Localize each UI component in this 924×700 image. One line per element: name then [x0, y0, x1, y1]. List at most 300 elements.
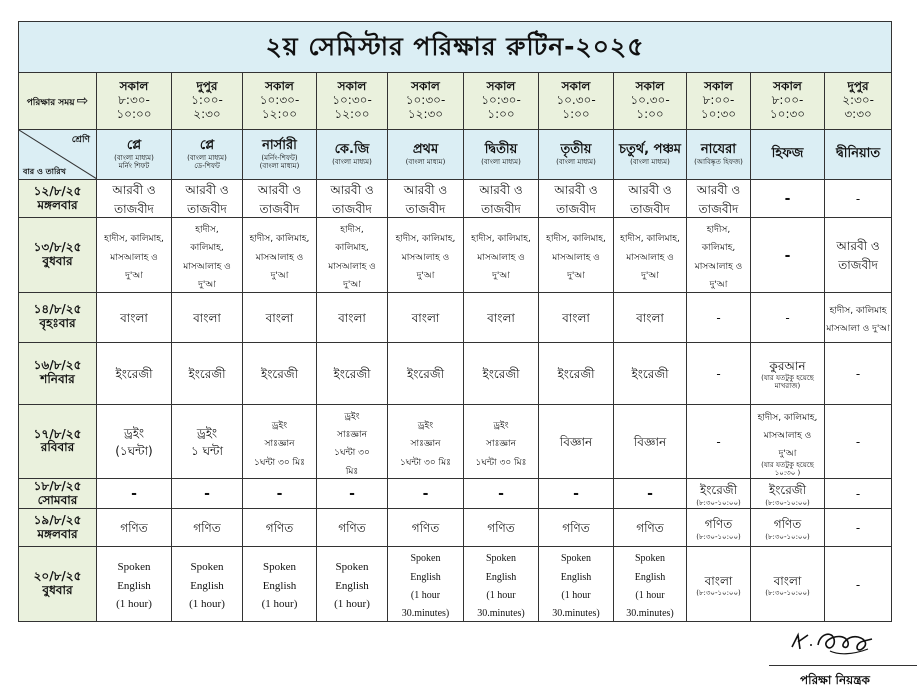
subject-text: গণিত	[704, 517, 733, 532]
subject-text: -	[785, 310, 790, 325]
exam-routine-table	[18, 21, 892, 622]
time-end: ১২:০০	[261, 106, 298, 121]
class-name: প্লে	[126, 137, 142, 153]
subject-text: Spoken English (1 hour)	[189, 561, 225, 611]
subject-text: -	[855, 577, 861, 592]
date-axis-label: বার ও তারিখ	[23, 166, 66, 176]
subject-cell	[687, 509, 751, 547]
time-start: ১০:৩০-	[332, 93, 372, 108]
class-name: হিফজ	[771, 146, 804, 162]
subject-cell	[687, 218, 751, 293]
subject-cell	[825, 547, 892, 622]
subject-cell	[825, 404, 892, 479]
subject-text: Spoken English (1 hour)	[334, 561, 370, 611]
subject-text: -	[204, 486, 210, 503]
subject-text: হাদীস, কালিমাহ, মাসআলাহ ও দু'আ	[328, 225, 376, 291]
subject-text: ড্রইং সাঃজ্ঞান ১ঘন্টা ৩০ মিঃ	[254, 420, 305, 468]
time-start: ৮:৩০-	[118, 93, 150, 108]
subject-text: ড্রইং সাঃজ্ঞান ১ঘন্টা ৩০ মিঃ	[334, 411, 370, 477]
subject-text: গণিত	[193, 521, 221, 536]
date-cell	[19, 509, 97, 547]
subject-cell	[97, 509, 172, 547]
subject-text: -	[276, 486, 283, 503]
subject-cell	[97, 479, 172, 509]
class-header-cell	[172, 130, 243, 180]
subject-cell	[464, 342, 539, 404]
subject-text: ড্রইং সাঃজ্ঞান ১ঘন্টা ৩০ মিঃ	[475, 420, 527, 468]
subject-cell	[687, 342, 751, 404]
subject-text: -	[131, 486, 137, 503]
time-period: সকাল	[773, 79, 802, 94]
subject-cell	[687, 547, 751, 622]
subject-cell	[172, 292, 243, 342]
date-cell	[19, 342, 97, 404]
subject-cell	[97, 342, 172, 404]
table-row	[19, 404, 892, 479]
subject-cell	[388, 292, 464, 342]
subject-cell	[243, 218, 317, 293]
subject-cell	[317, 404, 388, 479]
subject-text: -	[349, 486, 355, 503]
class-header-cell	[751, 130, 825, 180]
subject-text: ইংরেজী	[333, 366, 371, 381]
date-cell	[19, 479, 97, 509]
subject-cell	[614, 547, 687, 622]
subject-text: -	[422, 486, 429, 503]
class-header-cell	[388, 130, 464, 180]
class-name: চতুর্থ, পঞ্চম	[618, 142, 682, 157]
subject-text: -	[784, 191, 791, 208]
time-end: ১:০০	[636, 106, 664, 121]
class-medium: (বাংলা মাধ্যম)	[332, 157, 372, 166]
subject-text: -	[716, 366, 721, 381]
subject-cell	[388, 404, 464, 479]
exam-date: ২০/৮/২৫	[33, 569, 82, 584]
subject-text: -	[855, 487, 861, 502]
class-medium: (আবিষ্কৃত হিফজ)	[694, 157, 743, 166]
subject-cell	[464, 509, 539, 547]
subject-cell	[388, 479, 464, 509]
subject-text: ইংরেজী	[769, 483, 806, 498]
class-header-cell	[464, 130, 539, 180]
time-period: সকাল	[119, 79, 149, 94]
subject-text: গণিত	[773, 517, 802, 532]
signature-label: পরিক্ষা নিয়ন্ত্রক	[800, 673, 870, 687]
subject-text: বাংলা	[636, 310, 664, 325]
time-slot-cell	[614, 73, 687, 130]
exam-day: মঙ্গলবার	[37, 197, 78, 212]
subject-cell	[539, 342, 614, 404]
time-start: ২:৩০-	[842, 93, 874, 108]
time-start: ১০.৩০-	[556, 93, 596, 108]
subject-text: আরবী ও তাজবীদ	[112, 183, 156, 216]
subject-cell	[243, 509, 317, 547]
subject-text: আরবী ও তাজবীদ	[554, 183, 598, 216]
subject-text: আরবী ও তাজবীদ	[330, 183, 374, 216]
subject-text: -	[784, 247, 791, 264]
subject-cell	[464, 180, 539, 218]
subject-cell	[614, 292, 687, 342]
subject-cell	[539, 509, 614, 547]
time-slot-cell	[751, 73, 825, 130]
table-row	[19, 292, 892, 342]
date-cell	[19, 404, 97, 479]
subject-text: -	[716, 435, 721, 450]
subject-cell	[317, 509, 388, 547]
time-start: ৮:০০-	[771, 93, 804, 108]
class-name: কে.জি	[334, 142, 370, 157]
subject-text: বাংলা	[704, 573, 733, 588]
exam-date: ১৪/৮/২৫	[33, 302, 82, 317]
exam-day: মঙ্গলবার	[37, 526, 78, 541]
subject-cell	[614, 342, 687, 404]
subject-text: Spoken English (1 hour)	[116, 561, 152, 611]
subject-text: Spoken English (1 hour 30.minutes)	[552, 553, 600, 620]
subject-text: হাদীস, কালিমাহ, মাসআলাহ ও দু'আ	[757, 412, 818, 460]
class-medium: (বাংলা মাধ্যম)	[114, 153, 154, 162]
subject-cell	[825, 509, 892, 547]
time-note: (৮:৩০-১০:০০)	[696, 589, 741, 598]
arrow-right-icon: ⇨	[76, 92, 89, 109]
time-slot-cell	[825, 73, 892, 130]
subject-cell	[317, 180, 388, 218]
class-medium: (বাংলা মাধ্যম)	[187, 153, 227, 162]
time-end: ১২:০০	[334, 106, 370, 121]
subject-cell	[172, 547, 243, 622]
subject-text: ইংরেজী	[115, 366, 153, 381]
subject-cell	[317, 342, 388, 404]
class-name: দ্বীনিয়াত	[836, 146, 881, 162]
subject-cell	[243, 404, 317, 479]
exam-day: সোমবার	[37, 492, 78, 507]
subject-text: বাংলা	[773, 573, 802, 588]
subject-text: ইংরেজী	[261, 366, 298, 381]
subject-cell	[317, 292, 388, 342]
time-note: (৮:৩০-১০:০০)	[765, 498, 810, 507]
time-period: সকাল	[337, 79, 367, 94]
subject-cell	[97, 218, 172, 293]
exam-time-label: পরিক্ষার সময় ⇨	[19, 73, 97, 130]
subject-text: ড্রইং ১ ঘন্টা	[191, 425, 223, 459]
subject-cell	[243, 547, 317, 622]
time-period: সকাল	[635, 79, 665, 94]
class-header-cell	[614, 130, 687, 180]
subject-text: গণিত	[338, 521, 366, 536]
subject-cell	[388, 180, 464, 218]
subject-text: গণিত	[487, 521, 515, 536]
subject-text: Spoken English (1 hour 30.minutes)	[626, 553, 674, 620]
table-row	[19, 509, 892, 547]
subject-text: আরবী ও তাজবীদ	[479, 183, 523, 216]
exam-day: রবিবার	[40, 440, 75, 455]
subject-text: -	[855, 192, 861, 207]
subject-text: বাংলা	[562, 310, 590, 325]
subject-text: আরবী ও তাজবীদ	[628, 183, 672, 216]
time-slot-cell	[317, 73, 388, 130]
time-period: দুপুর	[847, 79, 869, 94]
subject-text: হাদীস, কালিমাহ, মাসআলাহ ও দু'আ	[395, 234, 456, 281]
subject-text: ইংরেজী	[188, 366, 226, 381]
subject-cell	[751, 404, 825, 479]
subject-cell	[388, 342, 464, 404]
subject-text: আরবী ও তাজবীদ	[257, 183, 302, 216]
subject-cell	[539, 547, 614, 622]
subject-cell	[614, 509, 687, 547]
class-name: তৃতীয়	[560, 142, 592, 157]
subject-text: গণিত	[562, 521, 590, 536]
time-start: ৮:০০-	[702, 93, 735, 108]
subject-text: আরবী ও তাজবীদ	[696, 183, 741, 216]
time-period: সকাল	[486, 79, 516, 94]
subject-cell	[687, 292, 751, 342]
date-cell	[19, 547, 97, 622]
class-medium: (বাংলা মাধ্যম)	[556, 157, 596, 166]
subject-text: বাংলা	[265, 310, 294, 325]
subject-cell	[539, 218, 614, 293]
date-cell	[19, 180, 97, 218]
subject-text: -	[855, 366, 861, 381]
subject-cell	[388, 509, 464, 547]
subject-text: Spoken English (1 hour 30.minutes)	[401, 553, 450, 620]
time-period: সকাল	[411, 79, 440, 94]
page-title: ২য় সেমিস্টার পরিক্ষার রুটিন-২০২৫	[19, 22, 892, 73]
exam-day: বুধবার	[42, 582, 73, 597]
signature-line	[769, 665, 917, 666]
subject-cell	[539, 404, 614, 479]
class-header-cell	[317, 130, 388, 180]
subject-cell	[687, 180, 751, 218]
subject-cell	[539, 180, 614, 218]
class-shift: মর্নিং শিফট	[118, 161, 150, 170]
class-medium: (বাংলা মাধ্যম)	[405, 157, 446, 166]
subject-text: ইংরেজী	[482, 366, 520, 381]
subject-cell	[687, 404, 751, 479]
subject-text: -	[573, 486, 579, 503]
time-period: দুপুর	[196, 79, 218, 94]
subject-cell	[243, 180, 317, 218]
subject-cell	[172, 342, 243, 404]
subject-text: হাদীস, কালিমাহ মাসআলা ও দু'আ	[826, 305, 890, 335]
class-header-cell	[539, 130, 614, 180]
exam-date: ১৩/৮/২৫	[33, 239, 82, 254]
time-note: (৮:৩০-১০:০০)	[696, 498, 741, 507]
subject-text: আরবী ও তাজবীদ	[403, 183, 448, 216]
subject-cell	[464, 404, 539, 479]
subject-cell	[388, 218, 464, 293]
subject-text: বাংলা	[338, 310, 366, 325]
subject-text: বাংলা	[487, 310, 515, 325]
subject-cell	[243, 292, 317, 342]
subject-text: -	[855, 521, 861, 536]
class-medium: (মর্নিং-শিফট)	[261, 153, 298, 162]
subject-text: বিজ্ঞান	[559, 435, 593, 450]
time-period: সকাল	[704, 79, 733, 94]
subject-text: গণিত	[265, 521, 294, 536]
subject-text: ইংরেজী	[700, 483, 737, 498]
exam-day: বৃহঃবার	[39, 316, 76, 331]
subject-text: -	[498, 486, 504, 503]
subject-cell	[172, 404, 243, 479]
class-header-cell	[687, 130, 751, 180]
time-start: ১০:৩০-	[405, 93, 446, 108]
subject-text: -	[855, 435, 861, 450]
time-end: ১০:০০	[116, 106, 152, 121]
subject-text: হাদীস, কালিমাহ, মাসআলাহ ও দু'আ	[183, 225, 231, 291]
subject-cell	[614, 404, 687, 479]
time-end: ১২:৩০	[407, 106, 444, 121]
class-name: নাযেরা	[700, 142, 737, 157]
exam-date: ১৮/৮/২৫	[33, 478, 82, 493]
exam-day: শনিবার	[40, 372, 75, 387]
date-cell	[19, 218, 97, 293]
subject-text: বাংলা	[193, 310, 221, 325]
subject-cell	[687, 479, 751, 509]
subject-cell	[172, 218, 243, 293]
subject-cell	[243, 342, 317, 404]
subject-cell	[464, 218, 539, 293]
time-period: সকাল	[265, 79, 294, 94]
header-corner-cell	[19, 130, 97, 180]
time-start: ১০:৩০-	[481, 93, 521, 108]
subject-text: Spoken English (1 hour)	[261, 561, 298, 611]
subject-cell	[614, 479, 687, 509]
subject-cell	[825, 342, 892, 404]
subject-text: হাদীস, কালিমাহ, মাসআলাহ ও দু'আ	[249, 234, 310, 281]
subject-text: ইংরেজী	[557, 366, 595, 381]
subject-cell	[539, 479, 614, 509]
class-header-cell	[825, 130, 892, 180]
subject-text: ইংরেজী	[407, 366, 444, 381]
time-end: ১:০০	[562, 106, 590, 121]
subject-text: -	[647, 486, 653, 503]
subject-text: ইংরেজী	[631, 366, 669, 381]
time-end: ১:০০	[487, 106, 515, 121]
hifz-note: (যার যতটুকু হয়েছে মাখরাজ)	[761, 374, 814, 391]
time-slot-cell	[172, 73, 243, 130]
class-name: প্রথম	[412, 142, 439, 157]
subject-text: হাদীস, কালিমাহ, মাসআলাহ ও দু'আ	[104, 234, 164, 281]
subject-cell	[614, 218, 687, 293]
class-name: প্লে	[199, 137, 215, 153]
subject-cell	[825, 292, 892, 342]
time-start: ১০.৩০-	[630, 93, 670, 108]
class-name: দ্বিতীয়	[484, 142, 518, 157]
time-note: (৮:৩০-১০:০০)	[696, 532, 741, 541]
class-name: নার্সারী	[262, 137, 297, 153]
subject-cell	[464, 547, 539, 622]
subject-cell	[317, 218, 388, 293]
time-end: ২:৩০	[193, 106, 221, 121]
class-medium: (বাংলা মাধ্যম)	[630, 157, 670, 166]
exam-date: ১৭/৮/২৫	[33, 426, 82, 441]
time-period: সকাল	[561, 79, 591, 94]
subject-cell	[825, 479, 892, 509]
subject-text: -	[716, 310, 721, 325]
subject-text: ড্রইং (১ঘন্টা)	[115, 425, 153, 459]
subject-cell	[751, 218, 825, 293]
table-row	[19, 342, 892, 404]
subject-cell	[751, 342, 825, 404]
subject-cell	[97, 180, 172, 218]
subject-cell	[751, 180, 825, 218]
subject-text: গণিত	[636, 521, 664, 536]
time-slot-cell	[97, 73, 172, 130]
subject-cell	[751, 547, 825, 622]
subject-text: ড্রইং সাঃজ্ঞান ১ঘন্টা ৩০ মিঃ	[400, 420, 451, 468]
table-row	[19, 218, 892, 293]
time-end: ১০:৩০	[769, 106, 806, 121]
subject-cell	[172, 509, 243, 547]
subject-cell	[388, 547, 464, 622]
subject-cell	[172, 180, 243, 218]
exam-date: ১২/৮/২৫	[33, 183, 82, 198]
subject-text: Spoken English (1 hour 30.minutes)	[477, 553, 525, 620]
subject-cell	[97, 292, 172, 342]
class-medium: (বাংলা মাধ্যম)	[481, 157, 521, 166]
subject-text: আরবী ও তাজবীদ	[185, 183, 229, 216]
time-slot-cell	[687, 73, 751, 130]
time-slot-cell	[388, 73, 464, 130]
subject-cell	[97, 404, 172, 479]
subject-cell	[751, 509, 825, 547]
time-note: (৮:৩০-১০:০০)	[765, 532, 810, 541]
subject-text: হাদীস, কালিমাহ, মাসআলাহ ও দু'আ	[546, 234, 606, 281]
subject-cell	[751, 479, 825, 509]
date-cell	[19, 292, 97, 342]
class-axis-label: শ্রেণি	[71, 135, 90, 145]
subject-cell	[317, 479, 388, 509]
subject-text: হাদীস, কালিমাহ, মাসআলাহ ও দু'আ	[620, 234, 680, 281]
subject-cell	[464, 479, 539, 509]
exam-date: ১৯/৮/২৫	[33, 512, 82, 527]
time-slot-cell	[464, 73, 539, 130]
class-header-cell	[97, 130, 172, 180]
table-row	[19, 180, 892, 218]
class-header-cell	[243, 130, 317, 180]
subject-text: বাংলা	[411, 310, 440, 325]
subject-text: বিজ্ঞান	[633, 435, 667, 450]
time-slot-cell	[539, 73, 614, 130]
subject-cell	[825, 180, 892, 218]
subject-cell	[317, 547, 388, 622]
table-row	[19, 547, 892, 622]
subject-cell	[614, 180, 687, 218]
subject-cell	[751, 292, 825, 342]
subject-text: কুরআন	[769, 358, 806, 373]
time-end: ১০:৩০	[700, 106, 737, 121]
signature-image	[788, 625, 878, 659]
exam-date: ১৬/৮/২৫	[33, 358, 82, 373]
time-start: ১:০০-	[191, 93, 223, 108]
subject-cell	[172, 479, 243, 509]
class-shift: ডে-শিফট	[194, 161, 220, 170]
time-end: ৩:৩০	[844, 106, 872, 121]
subject-text: হাদীস, কালিমাহ, মাসআলাহ ও দু'আ	[471, 234, 531, 281]
subject-text: গণিত	[411, 521, 440, 536]
subject-cell	[243, 479, 317, 509]
subject-cell	[825, 218, 892, 293]
subject-cell	[539, 292, 614, 342]
time-slot-cell	[243, 73, 317, 130]
subject-text: আরবী ও তাজবীদ	[836, 239, 880, 272]
subject-cell	[464, 292, 539, 342]
hifz-note: (যার যতটুকু হয়েছে ১০:৩০ )	[761, 460, 814, 477]
subject-cell	[97, 547, 172, 622]
exam-day: বুধবার	[42, 253, 73, 268]
table-row	[19, 479, 892, 509]
class-shift: (বাংলা মাধ্যম)	[259, 161, 300, 170]
subject-text: বাংলা	[120, 310, 148, 325]
